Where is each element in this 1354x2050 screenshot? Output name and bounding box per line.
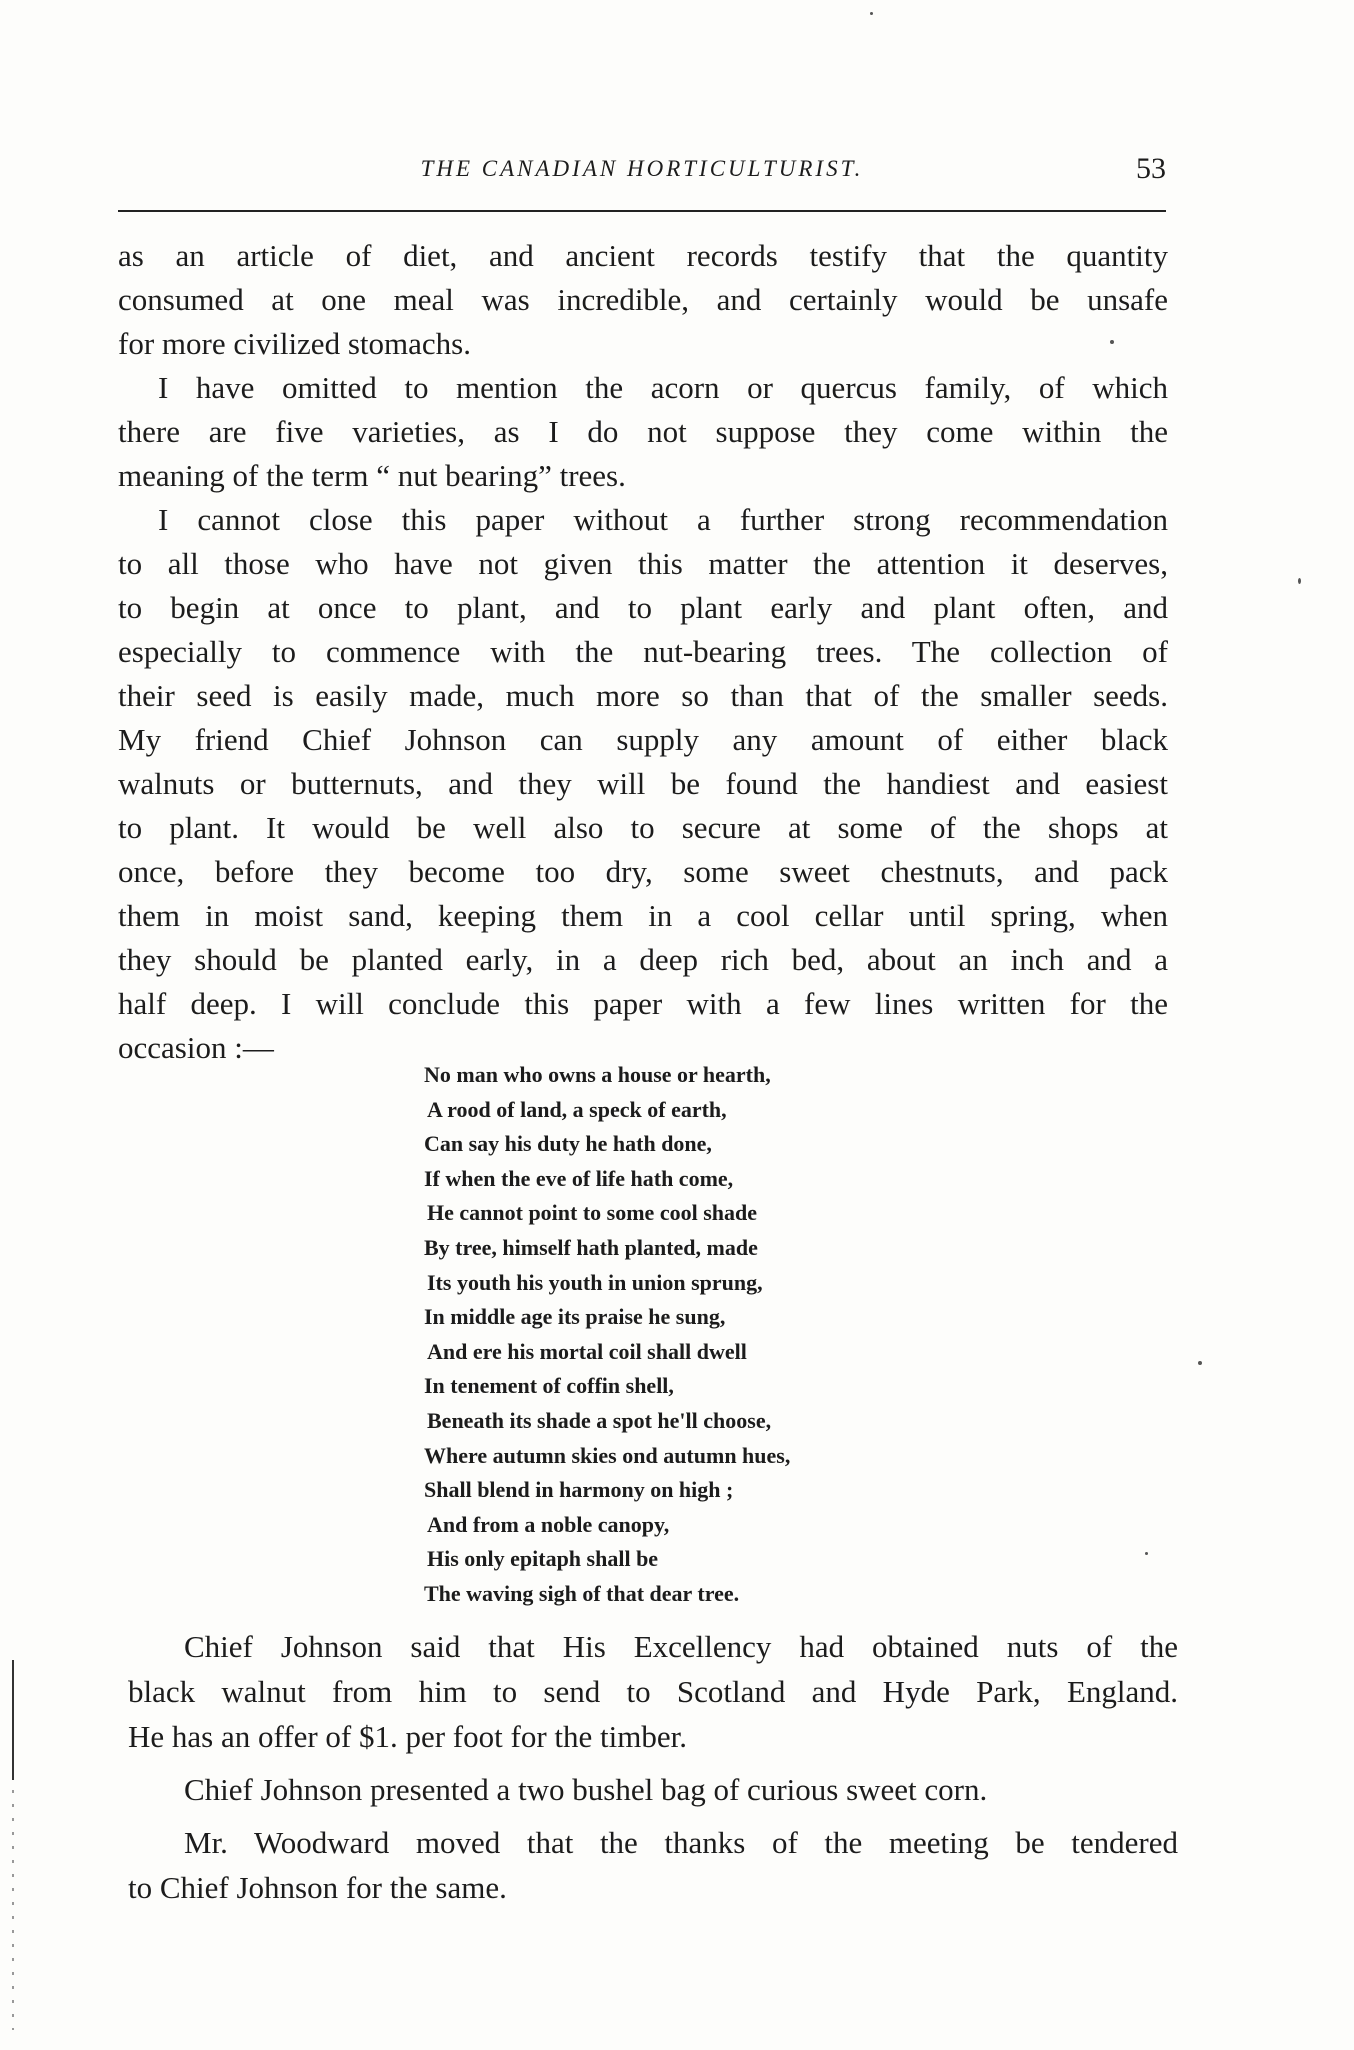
text-line: I have omitted to mention the acorn or quercus family, of which — [158, 370, 1168, 405]
poem-line: And from a noble canopy, — [427, 1511, 670, 1537]
text-line: My friend Chief Johnson can supply any amount of either black — [118, 722, 1168, 757]
text-line: to plant. It would be well also to secure at some of the shops at — [118, 810, 1168, 845]
poem-line: A rood of land, a speck of earth, — [427, 1096, 727, 1122]
running-title: THE CANADIAN HORTICULTURIST. — [420, 156, 864, 181]
text-line: black walnut from him to send to Scotland and Hyde Park, England. — [128, 1674, 1178, 1709]
poem-line: He cannot point to some cool shade — [427, 1200, 757, 1226]
poem-line: And ere his mortal coil shall dwell — [427, 1338, 747, 1364]
paragraph-sweet-corn — [128, 1767, 1178, 1812]
text-line: Chief Johnson presented a two bushel bag of curious sweet corn. — [184, 1772, 988, 1807]
text-line: occasion :— — [118, 1030, 274, 1065]
paragraph-acorn — [118, 366, 1168, 498]
scan-speck — [1145, 1552, 1148, 1555]
header-rule — [118, 210, 1166, 212]
poem-line: If when the eve of life hath come, — [424, 1165, 734, 1191]
paragraph-recommendation — [118, 498, 1168, 1070]
paragraph-thanks — [128, 1820, 1178, 1910]
scan-speck — [1298, 578, 1301, 584]
poem-line: In middle age its praise he sung, — [424, 1304, 726, 1330]
text-line: I cannot close this paper without a further strong recommendation — [158, 502, 1168, 537]
text-line: especially to commence with the nut-bearing trees. The collection of — [118, 634, 1168, 669]
text-line: for more civilized stomachs. — [118, 326, 471, 361]
text-line: Chief Johnson said that His Excellency had obtained nuts of the — [184, 1629, 1178, 1664]
poem-line: Can say his duty he hath done, — [424, 1131, 712, 1157]
text-line: consumed at one meal was incredible, and certainly would be unsafe — [118, 282, 1168, 317]
body-text — [118, 234, 1168, 1070]
text-line: to begin at once to plant, and to plant early and plant often, and — [118, 590, 1168, 625]
scan-speck — [870, 12, 873, 15]
text-line: He has an offer of $1. per foot for the timber. — [128, 1719, 687, 1754]
text-line: them in moist sand, keeping them in a cool cellar until spring, when — [118, 898, 1168, 933]
text-line: meaning of the term “ nut bearing” trees. — [118, 458, 626, 493]
text-line: Mr. Woodward moved that the thanks of the meeting be tendered — [184, 1825, 1178, 1860]
margin-mark — [12, 1660, 14, 1780]
poem-line: His only epitaph shall be — [427, 1546, 659, 1572]
poem-line: No man who owns a house or hearth, — [424, 1062, 771, 1087]
poem-line: Beneath its shade a spot he'll choose, — [427, 1407, 772, 1433]
text-line: once, before they become too dry, some sweet chestnuts, and pack — [118, 854, 1168, 889]
text-line: there are five varieties, as I do not suppose they come within the — [118, 414, 1168, 449]
running-head — [118, 152, 1166, 188]
poem-line: The waving sigh of that dear tree. — [424, 1580, 740, 1606]
text-line: as an article of diet, and ancient records testify that the quantity — [118, 238, 1168, 273]
text-line: walnuts or butternuts, and they will be found the handiest and easiest — [118, 766, 1168, 801]
poem-line: Shall blend in harmony on high ; — [424, 1477, 734, 1503]
paragraph-continuation — [118, 234, 1168, 366]
scan-speck — [1198, 1361, 1202, 1365]
poem — [424, 1058, 1024, 1612]
margin-specks — [12, 1790, 14, 2030]
poem-line: In tenement of coffin shell, — [424, 1373, 674, 1399]
poem-line: By tree, himself hath planted, made — [424, 1234, 758, 1260]
page-number: 53 — [1136, 152, 1166, 185]
text-line: to all those who have not given this matter the attention it deserves, — [118, 546, 1168, 581]
text-line: half deep. I will conclude this paper with a few lines written for the — [118, 986, 1168, 1021]
paragraph-excellency — [128, 1624, 1178, 1759]
closing-text — [128, 1624, 1178, 1918]
text-line: to Chief Johnson for the same. — [128, 1870, 507, 1905]
poem-line: Its youth his youth in union sprung, — [427, 1269, 763, 1295]
text-line: their seed is easily made, much more so than that of the smaller seeds. — [118, 678, 1168, 713]
text-line: they should be planted early, in a deep rich bed, about an inch and a — [118, 942, 1168, 977]
poem-line: Where autumn skies ond autumn hues, — [424, 1442, 791, 1468]
scan-speck — [1110, 340, 1114, 344]
